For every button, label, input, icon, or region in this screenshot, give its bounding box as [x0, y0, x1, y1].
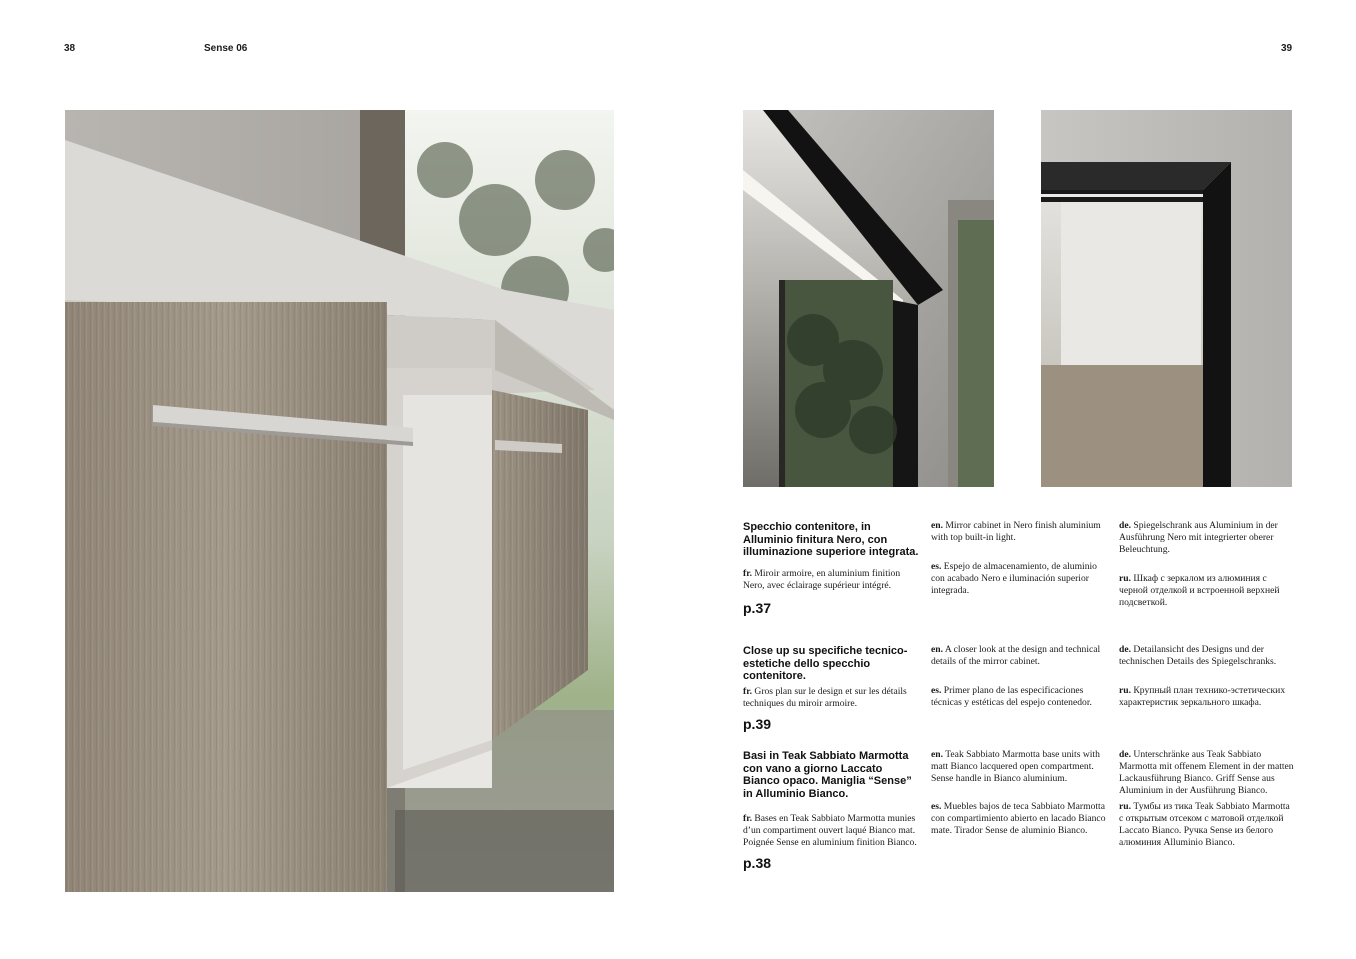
item-1-title-it: Specchio contenitore, in Alluminio finitura Nero, con illuminazione superiore integrata. — [743, 521, 919, 558]
item-1-ru: Шкаф с зеркалом из алюминия с черной отделкой и встроенной верхней подсветкой. — [1119, 573, 1280, 608]
item-1-text-es — [931, 561, 1107, 597]
lang-label-es: es. — [931, 801, 942, 812]
item-3-ru: Тумбы из тика Teak Sabbiato Marmotta с открытым отсеком с матовой отделкой Laccato Bianco. Ручка Sense из белого алюминия Alluminio Bianco. — [1119, 801, 1290, 848]
section-title: Sense 06 — [204, 43, 248, 54]
item-2-de: Detailansicht des Designs und der technischen Details des Spiegelschranks. — [1119, 644, 1277, 667]
item-1-es: Espejo de almacenamiento, de aluminio con acabado Nero e iluminación superior integrada. — [931, 561, 1097, 596]
item-2-text-ru — [1119, 685, 1295, 709]
item-3-fr: Bases en Teak Sabbiato Marmotta munies d’un compartiment ouvert laqué Bianco mat. Poignée Sense en aluminium finition Bianco. — [743, 813, 917, 848]
mirror-frame-photo — [1041, 110, 1292, 487]
item-2-text-en — [931, 644, 1107, 668]
item-3-de: Unterschränke aus Teak Sabbiato Marmotta mit offenem Element in der matten Lackausführung Bianco. Griff Sense aus Aluminium in der Ausführung Bianco. — [1119, 749, 1294, 796]
item-2-text-fr — [743, 686, 921, 710]
item-1-fr: Miroir armoire, en aluminium finition Nero, avec éclairage supérieur intégré. — [743, 567, 901, 591]
lang-label-ru: ru. — [1119, 573, 1131, 584]
item-2-text-de — [1119, 644, 1295, 668]
page-number-right: 39 — [1281, 43, 1293, 54]
page-number-left: 38 — [64, 43, 76, 54]
lang-label-ru: ru. — [1119, 685, 1131, 696]
item-2-en: A closer look at the design and technical details of the mirror cabinet. — [931, 644, 1101, 667]
item-1-text-ru — [1119, 573, 1295, 609]
item-3-text-es — [931, 801, 1107, 837]
item-3-text-fr — [743, 813, 921, 849]
item-2-es: Primer plano de las especificaciones técnicas y estéticas del espejo contenedor. — [931, 685, 1092, 708]
item-1-text-en — [931, 520, 1107, 544]
item-1-en: Mirror cabinet in Nero finish aluminium with top built-in light. — [931, 520, 1101, 543]
item-3-text-en — [931, 749, 1107, 785]
item-1-text-fr — [743, 568, 921, 592]
item-2-ru: Крупный план технико-эстетических характеристик зеркального шкафа. — [1119, 685, 1286, 708]
item-3-text-de — [1119, 749, 1295, 797]
lang-label-fr: fr. — [743, 685, 752, 697]
mirror-cabinet-photo — [743, 110, 994, 487]
wood-cabinet-photo — [65, 110, 614, 892]
lang-label-de: de. — [1119, 749, 1131, 760]
item-3-text-ru — [1119, 801, 1295, 849]
lang-label-en: en. — [931, 520, 943, 531]
lang-label-es: es. — [931, 685, 942, 696]
lang-label-en: en. — [931, 644, 943, 655]
item-2-text-es — [931, 685, 1107, 709]
lang-label-ru: ru. — [1119, 801, 1131, 812]
item-2-title-it: Close up su specifiche tecnico-estetiche dello specchio contenitore. — [743, 645, 908, 682]
item-3-es: Muebles bajos de teca Sabbiato Marmotta con compartimiento abierto en lacado Bianco mate. Tirador Sense de aluminio Bianco. — [931, 801, 1106, 836]
item-1-de: Spiegelschrank aus Aluminium in der Ausführung Nero mit integrierter oberer Beleuchtung. — [1119, 520, 1278, 555]
lang-label-fr: fr. — [743, 813, 752, 824]
item-1-page-ref: p.37 — [743, 599, 772, 616]
lang-label-de: de. — [1119, 644, 1131, 655]
item-2-page-ref: p.39 — [743, 715, 772, 732]
lang-label-es: es. — [931, 561, 942, 572]
item-3-title-it: Basi in Teak Sabbiato Marmotta con vano a giorno Laccato Bianco opaco. Maniglia “Sense” in Alluminio Bianco. — [743, 750, 912, 800]
lang-label-en: en. — [931, 749, 943, 760]
lang-label-fr: fr. — [743, 567, 752, 579]
lang-label-de: de. — [1119, 520, 1131, 531]
item-2-fr: Gros plan sur le design et sur les détails techniques du miroir armoire. — [743, 685, 907, 709]
item-1-text-de — [1119, 520, 1295, 556]
item-3-en: Teak Sabbiato Marmotta base units with matt Bianco lacquered open compartment. Sense handle in Bianco aluminium. — [931, 749, 1100, 784]
item-3-page-ref: p.38 — [743, 855, 772, 871]
